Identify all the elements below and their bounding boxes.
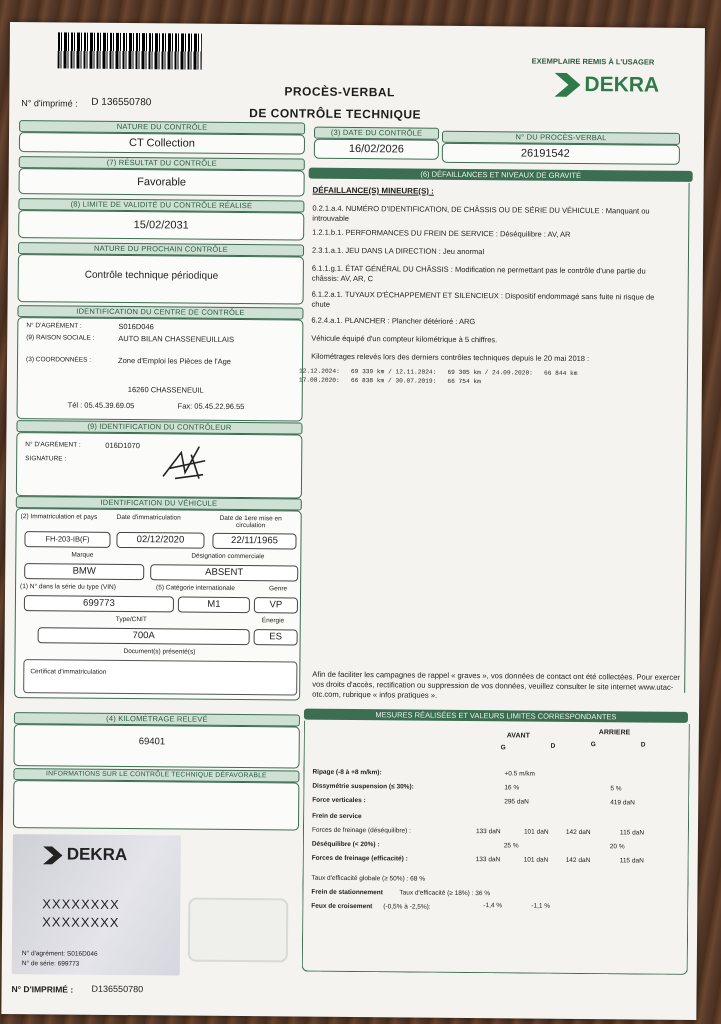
resultat-value: Favorable [137, 176, 187, 189]
mesure-label: Forces de freinage (déséquilibre) : [311, 826, 411, 835]
infos-defav-box [13, 780, 299, 830]
vin-label: (1) N° dans la série du type (VIN) [20, 583, 116, 591]
date-box [314, 139, 439, 160]
compteur-note: Véhicule équipé d'un compteur kilométrique à 5 chiffres. [311, 333, 498, 345]
limite-header: (8) LIMITE DE VALIDITÉ DU CONTRÔLE RÉALISÉ [18, 198, 304, 212]
defaillances-panel [298, 180, 689, 693]
docs-value: Certificat d'immatriculation [30, 668, 107, 676]
defaillances-header: (6) DÉFAILLANCES ET NIVEAUX DE GRAVITÉ [309, 168, 693, 182]
genre-value: VP [254, 597, 298, 613]
signature-mark [155, 438, 215, 485]
resultat-header: (7) RÉSULTAT DU CONTRÔLE [19, 156, 305, 170]
nature-value: CT Collection [128, 137, 195, 150]
croisement-d: -1,1 % [531, 902, 551, 910]
resultat-box [18, 168, 304, 196]
mesure-arriere-g-value: 142 daN [565, 856, 591, 865]
mesure-arriere-d-value: 115 daN [619, 829, 645, 837]
energie-label: Énergie [261, 617, 285, 625]
pv-header: N° DU PROCÈS-VERBAL [442, 131, 680, 145]
mesure-arriere-g-value: 142 daN [565, 828, 591, 837]
cat-label: (5) Catégorie internationale [156, 584, 235, 592]
mesure-avant-value: +0.5 m/km [504, 770, 536, 778]
controleur-agrement-label: N° D'AGRÉMENT : [25, 441, 81, 449]
immat-label: (2) Immatriculation et pays [20, 513, 98, 521]
croisement-g: -1,4 % [483, 902, 503, 910]
designation-value: ABSENT [150, 564, 298, 581]
arriere-label: ARRIERE [598, 729, 631, 737]
defect-item-2: 1.2.1.b.1. PERFORMANCES DU FREIN DE SERVICE : Déséquilibre : AV, AR [312, 227, 571, 239]
mesure-label: Force verticales : [312, 796, 366, 805]
avant-g-label: G [500, 744, 506, 752]
genre-label: Genre [269, 585, 288, 593]
controleur-signature-label: SIGNATURE : [25, 455, 67, 463]
stationnement-value: Taux d'efficacité (≥ 18%) : 36 % [399, 889, 491, 898]
dekra-brand: DEKRA [584, 73, 660, 97]
dekra-logo [554, 73, 660, 102]
avant-d-label: D [550, 742, 556, 750]
imprime-label: N° d'imprimé : [21, 98, 78, 109]
mesure-arriere-d-value: 115 daN [619, 857, 644, 865]
footer-serie: N° de série: 699773 [21, 960, 80, 968]
limite-box [18, 210, 304, 240]
type-label: Type/CNIT [115, 615, 147, 624]
mesure-label: Déséquilibre (< 20%) : [311, 840, 380, 849]
km-value: 69401 [138, 736, 166, 748]
document-page [1, 22, 705, 1020]
mesure-label: Ripage (-8 à +8 m/km): [312, 768, 382, 777]
footer-dekra-chevron-icon [43, 846, 63, 864]
controleur-agrement: 016D1070 [105, 440, 140, 451]
defect-item-4: 6.1.1.g.1. ÉTAT GÉNÉRAL DU CHÂSSIS : Modification ne permettant pas le contrôle d'une partie du châssis: AV, AR, C [311, 263, 646, 283]
marque-value: BMW [24, 563, 144, 580]
mesure-avant-d-value: 101 daN [523, 828, 549, 836]
mesure-avant-value: 295 daN [504, 798, 529, 806]
mesure-avant-value: 16 % [504, 784, 520, 792]
barcode [58, 32, 202, 69]
centre-box [17, 317, 304, 421]
centre-raison: AUTO BILAN CHASSENEUILLAIS [118, 333, 235, 344]
footer-x1: XXXXXXXX [42, 896, 120, 912]
marque-label: Marque [71, 551, 94, 559]
type-value: 700A [38, 627, 250, 645]
rappel-text: Afin de faciliter les campagnes de rappel « graves », vos données de contact ont été collectées. Pour exercer vos droits d'accès, rectification ou suppression de vos données, veuillez consulter le site internet www.utac-otc.com, rubrique « infos pratiques ». [312, 669, 681, 700]
efficacite-globale: Taux d'efficacité globale (≥ 50%) : 68 % [311, 874, 426, 883]
releves-line1: 12.12.2024: 69 339 km / 12.11.2024: 69 305 km / 24.09.2020: 66 844 km [298, 367, 578, 377]
vehicule-box [14, 508, 302, 700]
centre-agrement: S016D046 [118, 321, 154, 332]
designation-label: Désignation commerciale [191, 552, 265, 561]
title-line1: PROCÈS-VERBAL [284, 84, 395, 100]
mesure-label: Dissymétrie suspension (≤ 30%): [312, 782, 414, 791]
docs-box [23, 659, 297, 695]
hologram-stamp [188, 898, 289, 963]
footer-agrement: N° d'agrément: S016D046 [21, 950, 98, 958]
releves-intro: Kilométrages relevés lors des derniers contrôles techniques depuis le 20 mai 2018 : [311, 351, 590, 364]
mesure-label: Forces de freinage (efficacité) : [311, 854, 408, 863]
centre-header: IDENTIFICATION DU CENTRE DE CONTRÔLE [17, 305, 303, 319]
prochain-box [18, 254, 304, 304]
date-immat-label: Date d'immatriculation [116, 513, 181, 522]
footer-imprime-label: N° D'IMPRIMÉ : [11, 984, 74, 995]
centre-tel: Tél : 05.45.39.69.05 [67, 400, 135, 411]
centre-raison-label: (9) RAISON SOCIALE : [26, 334, 95, 342]
imprime-value: D 136550780 [91, 96, 152, 109]
exemplaire-label: EXEMPLAIRE REMIS À L'USAGER [531, 56, 655, 67]
arriere-d-label: D [640, 741, 646, 749]
date-immat-value: 02/12/2020 [116, 532, 204, 549]
stationnement-label: Frein de stationnement [311, 888, 383, 897]
centre-agrement-label: N° D'AGRÉMENT : [26, 322, 82, 330]
title-line2: DE CONTRÔLE TECHNIQUE [249, 106, 422, 122]
vin-value: 699773 [24, 595, 174, 612]
mesure-arriere-value: 5 % [610, 785, 622, 793]
nature-box [19, 132, 305, 154]
controleur-box [16, 432, 303, 498]
prochain-header: NATURE DU PROCHAIN CONTRÔLE [18, 242, 304, 256]
releves-line2: 17.08.2020: 66 838 km / 30.07.2019: 66 754 km [298, 376, 481, 386]
km-header: (4) KILOMÉTRAGE RELEVÉ [14, 712, 300, 726]
pv-value: 26191542 [520, 147, 570, 160]
mesure-avant-g-value: 133 daN [475, 856, 501, 864]
mesures-header: MESURES RÉALISÉES ET VALEURS LIMITES CORRESPONDANTES [304, 709, 688, 723]
footer-brand: DEKRA [66, 844, 128, 865]
mesure-avant-value: 25 % [503, 842, 519, 850]
defaillances-heading: DÉFAILLANCE(S) MINEURE(S) : [312, 185, 434, 196]
defect-item-1: 0.2.1.a.4. NUMÉRO D'IDENTIFICATION, DE CHÂSSIS OU DE SÉRIE DU VÉHICULE : Manquant ou introuvable [312, 203, 650, 223]
infos-defav-header: INFORMATIONS SUR LE CONTRÔLE TECHNIQUE DÉFAVORABLE [13, 768, 299, 782]
prochain-value: Contrôle technique périodique [84, 269, 219, 282]
limite-value: 15/02/2031 [133, 219, 189, 232]
centre-ville: 16260 CHASSENEUIL [127, 385, 204, 395]
centre-fax: Fax: 05.45.22.96.55 [177, 401, 245, 412]
date-1ere-value: 22/11/1965 [212, 533, 296, 550]
centre-coord-label: (3) COORDONNÉES : [26, 356, 92, 364]
pv-box [442, 143, 680, 165]
arriere-g-label: G [590, 741, 596, 749]
date-header: (3) DATE DU CONTRÔLE [314, 127, 439, 140]
immat-value: FH-203-IB(F) [24, 531, 110, 548]
defect-item-6: 6.2.4.a.1. PLANCHER : Plancher détérioré : ARG [311, 315, 476, 327]
categorie-value: M1 [178, 596, 250, 613]
footer-card [12, 834, 181, 975]
croisement-range: (-0,5% à -2,5%): [383, 903, 431, 911]
mesure-arriere-value: 419 daN [610, 799, 635, 807]
avant-label: AVANT [506, 732, 530, 740]
mesure-avant-d-value: 101 daN [523, 856, 549, 864]
nature-header: NATURE DU CONTRÔLE [19, 120, 305, 134]
mesure-arriere-value: 20 % [609, 843, 625, 851]
centre-coord: Zone d'Emploi les Pièces de l'Age [118, 355, 232, 366]
croisement-label: Feux de croisement [311, 902, 373, 911]
docs-label: Document(s) présenté(s) [123, 648, 196, 656]
mesure-avant-g-value: 133 daN [475, 828, 501, 836]
defect-item-5: 6.1.2.a.1. TUYAUX D'ÉCHAPPEMENT ET SILENCIEUX : Dispositif endommagé sans fuite ni risque de chute [311, 289, 655, 309]
energie-value: ES [254, 629, 298, 645]
date-value: 16/02/2026 [348, 142, 404, 156]
mesures-panel [302, 721, 690, 975]
defect-item-3: 2.3.1.a.1. JEU DANS LA DIRECTION : Jeu anormal [311, 245, 485, 257]
footer-imprime: D136550780 [91, 983, 144, 995]
footer-x2: XXXXXXXX [42, 914, 120, 930]
vehicule-header: IDENTIFICATION DU VÉHICULE [16, 496, 302, 510]
km-box [14, 724, 300, 768]
mesure-label: Frein de service [312, 812, 362, 821]
dekra-chevron-icon [554, 73, 580, 97]
controleur-header: (9) IDENTIFICATION DU CONTRÔLEUR [16, 420, 302, 434]
date-1ere-label: Date de 1ere mise en circulation [219, 514, 282, 530]
